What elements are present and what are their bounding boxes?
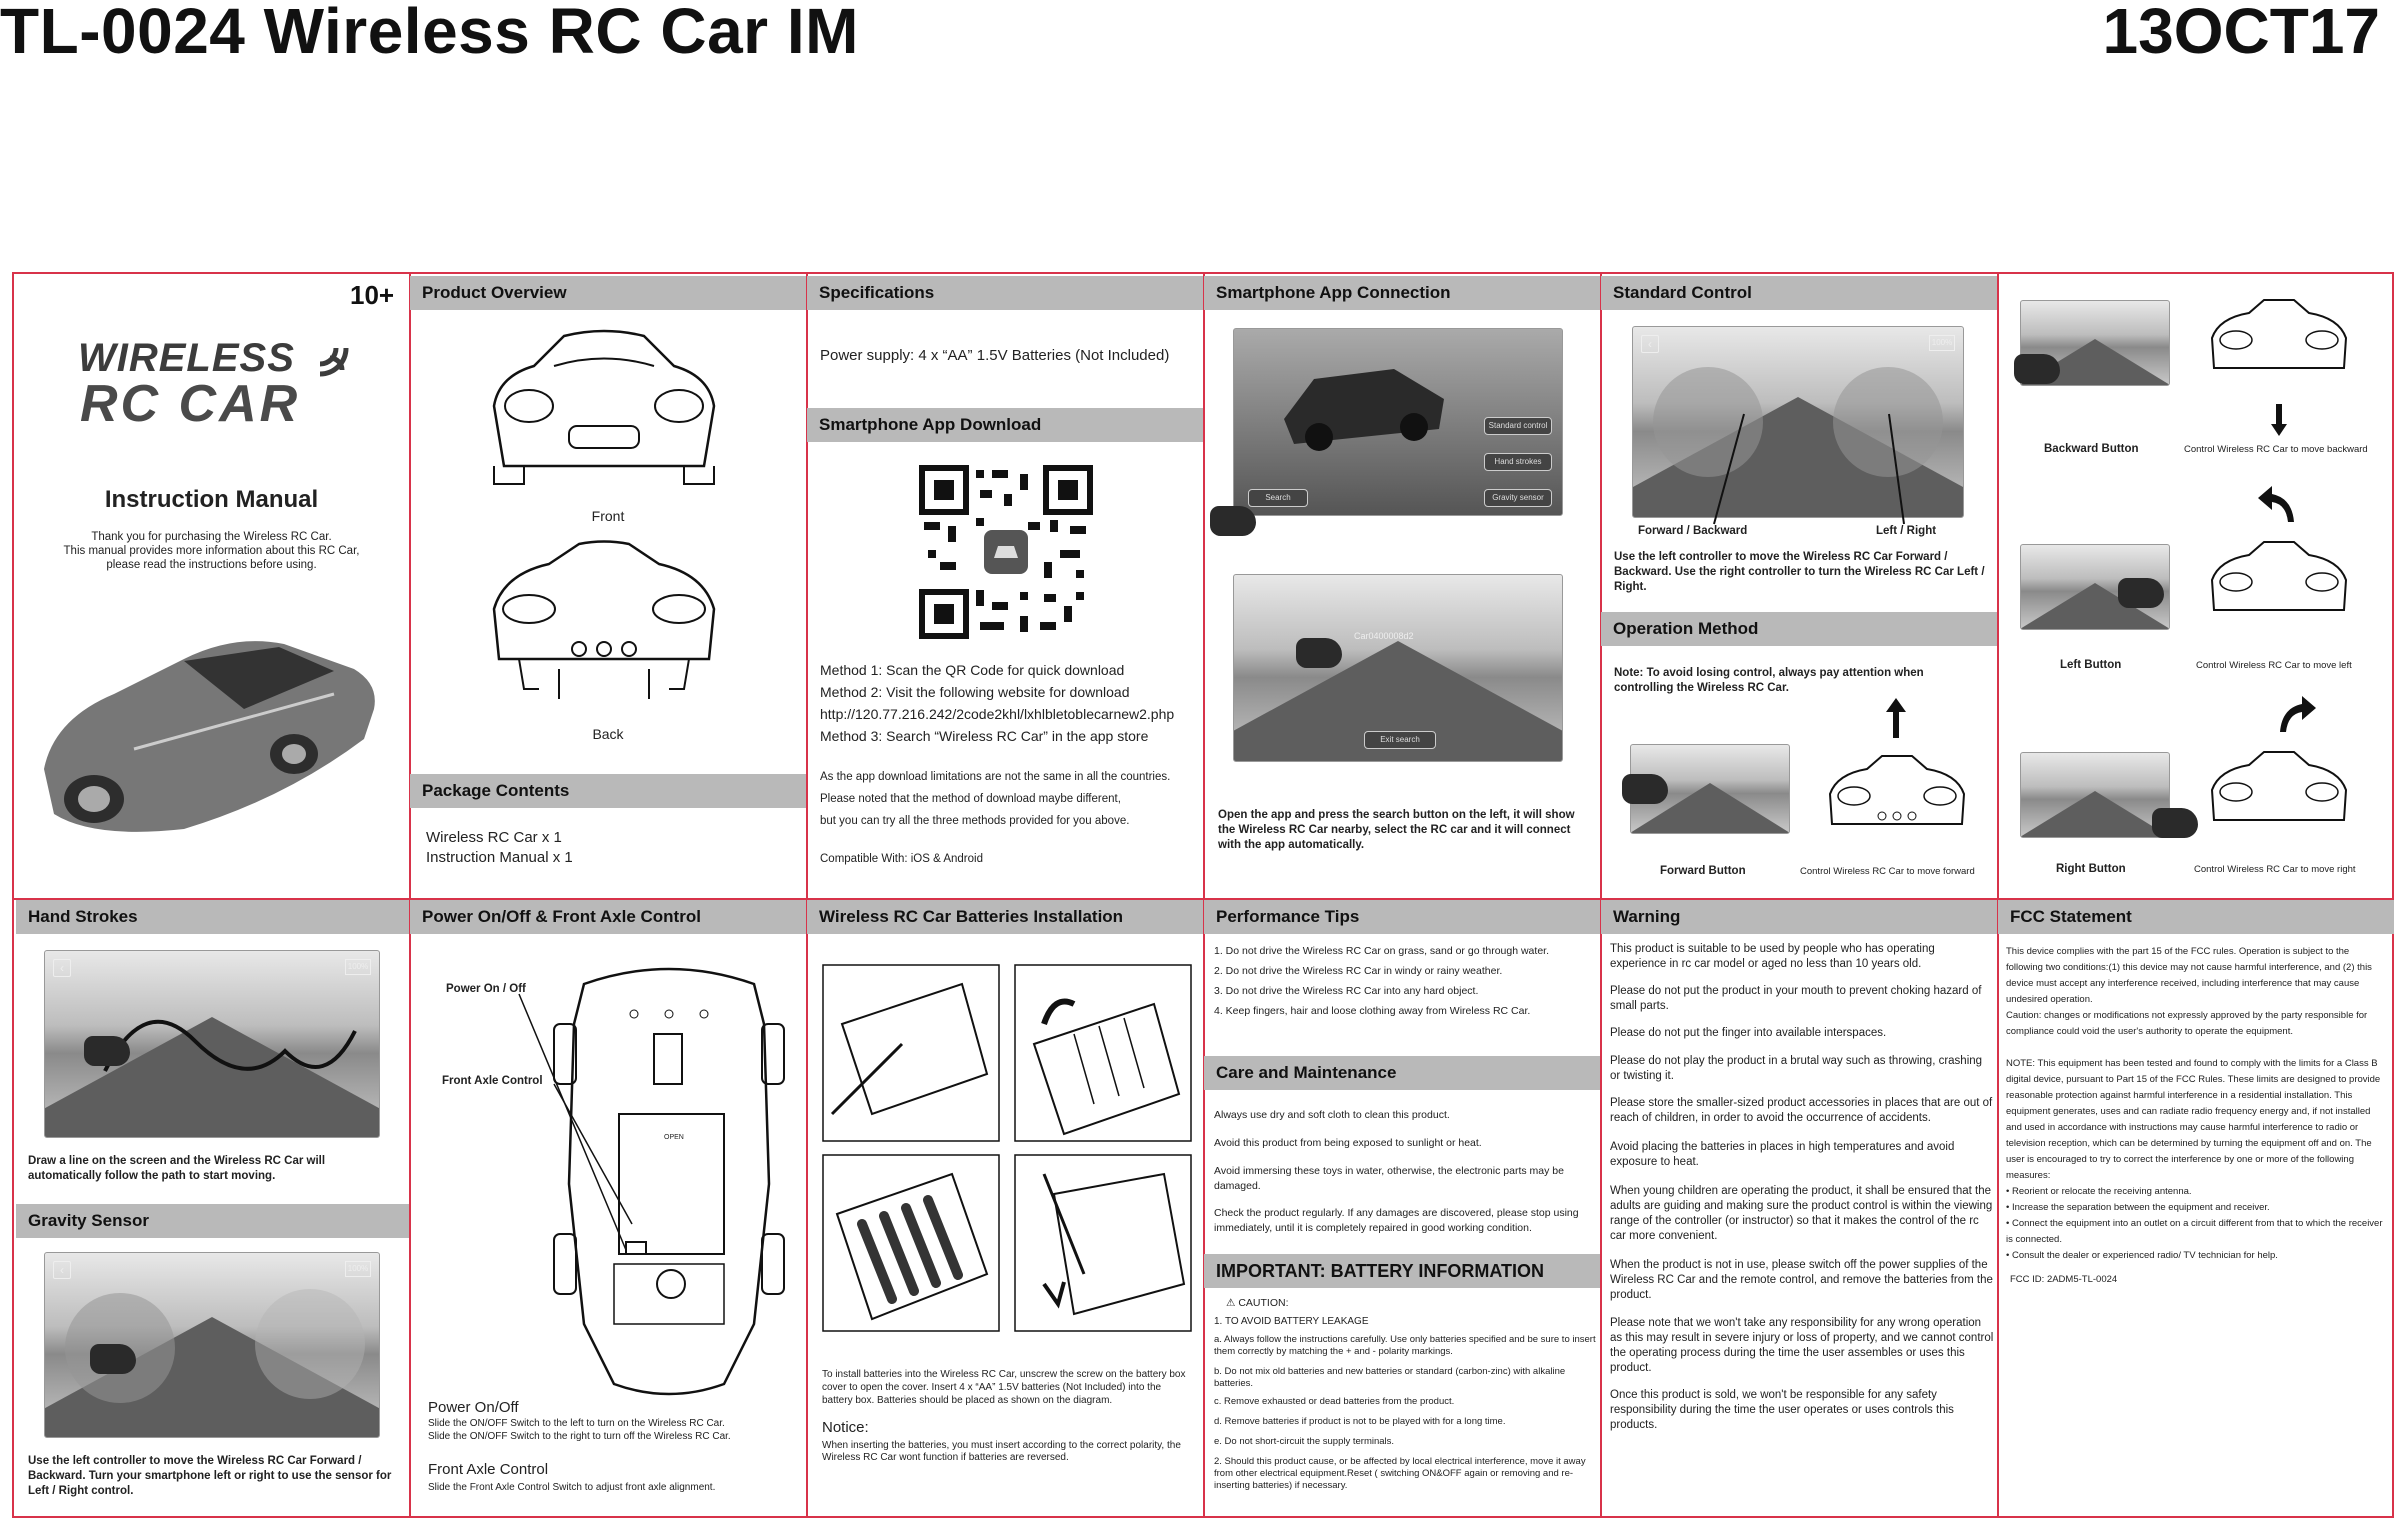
car-illustration: [34, 599, 384, 839]
fcc-header: FCC Statement: [1998, 900, 2394, 934]
cover-read: please read the instructions before using.: [106, 559, 317, 571]
back-arrow-icon[interactable]: ‹: [53, 959, 71, 977]
battery-rule-a: a. Always follow the instructions carefully. Use only batteries specified and be sure to insert them correctly by matching the + and - polarity markings.: [1214, 1334, 1596, 1357]
car-rear-drawing: [2204, 540, 2354, 626]
battery-step-2: [1014, 964, 1192, 1142]
document-date: 13OCT17: [2102, 0, 2380, 67]
rally-car-image: [1274, 349, 1454, 459]
care-item: Always use dry and soft cloth to clean this product.: [1214, 1109, 1450, 1121]
col-divider: [1997, 274, 1999, 1516]
logo-wireless: WIRELESS: [78, 336, 295, 380]
specifications-header: Specifications: [807, 276, 1203, 310]
power-axle-header: Power On/Off & Front Axle Control: [410, 900, 806, 934]
car-rear-drawing: [2204, 298, 2354, 384]
col-divider: [1600, 274, 1602, 1516]
warning-item: When the product is not in use, please switch off the power supplies of the Wireless RC Car and the remote control, and remove the batteries from the product.: [1610, 1259, 1993, 1301]
download-method-3: Method 3: Search “Wireless RC Car” in the app store: [820, 728, 1149, 744]
fcc-paragraph: NOTE: This equipment has been tested and found to comply with the limits for a Class B digital device, pursuant to Part 15 of the FCC Rules. These limits are designed to provide reasonable protection against harmful interference in a residential installation. This equipment generates, uses and can radiate radio frequency energy and, if not installed and used in accordance with instructions may cause harmful interference to radio or television reception, which can be determined by turning the equipment off and on. The user is encouraged to try to correct the interference by one or more of the following measures:: [2006, 1058, 2381, 1181]
caution-label: [1226, 1296, 1289, 1311]
standard-control-button[interactable]: Standard control: [1484, 417, 1552, 435]
tip-item: 2. Do not drive the Wireless RC Car in windy or rainy weather.: [1214, 965, 1503, 977]
battery-rule-c: c. Remove exhausted or dead batteries from the product.: [1214, 1396, 1455, 1407]
fcc-paragraph: Caution: changes or modifications not expressly approved by the party responsible for compliance could void the user's authority to operate the equipment.: [2006, 1010, 2368, 1037]
battery-rule-2: 2. Should this product cause, or be affected by local electrical interference, move it away from other electrical equipment.Reset ( switching ON&OFF again or removing and re-inserting batteries) if necessary.: [1214, 1456, 1586, 1491]
age-badge: 10+: [350, 280, 395, 310]
front-axle-desc: Slide the Front Axle Control Switch to adjust front axle alignment.: [428, 1482, 716, 1493]
warning-header: Warning: [1601, 900, 1997, 934]
compatibility: Compatible With: iOS & Android: [820, 853, 983, 865]
package-contents-header: Package Contents: [410, 774, 806, 808]
standard-control-header: Standard Control: [1601, 276, 1997, 310]
backward-button-desc: Control Wireless RC Car to move backward: [2184, 444, 2368, 455]
left-button-desc: Control Wireless RC Car to move left: [2196, 660, 2352, 671]
cover-thanks: Thank you for purchasing the Wireless RC Car.: [91, 531, 332, 543]
care-item: Avoid this product from being exposed to sunlight or heat.: [1214, 1137, 1482, 1149]
front-label: Front: [591, 508, 625, 524]
instruction-sheet: [12, 272, 2394, 1518]
car-rear-drawing: [2204, 750, 2354, 836]
manual-title: Instruction Manual: [104, 486, 319, 513]
hand-pointer-icon: [2118, 578, 2164, 608]
back-arrow-icon[interactable]: ‹: [53, 1261, 71, 1279]
col-divider: [409, 274, 411, 1516]
callout-lines: [514, 974, 654, 1254]
download-method-1: Method 1: Scan the QR Code for quick download: [820, 662, 1125, 678]
hand-pointer-icon: [2014, 354, 2060, 384]
col-divider: [1203, 274, 1205, 1516]
warning-item: Please do not play the product in a brutal way such as throwing, crashing or twisting it.: [1610, 1055, 1983, 1082]
col-divider: [806, 274, 808, 1516]
caution-text: CAUTION:: [1238, 1297, 1289, 1309]
left-button-label: Left Button: [2060, 659, 2122, 671]
qr-code: [920, 466, 1092, 638]
hand-strokes-button[interactable]: Hand strokes: [1484, 453, 1552, 471]
car-rear-drawing: [1822, 754, 1972, 844]
back-arrow-icon[interactable]: ‹: [1641, 335, 1659, 353]
package-item: Instruction Manual x 1: [426, 849, 573, 866]
download-note: Please noted that the method of download maybe different,: [820, 793, 1121, 805]
warning-triangle-icon: ⚠: [1226, 1297, 1239, 1309]
fcc-paragraph: This device complies with the part 15 of the FCC rules. Operation is subject to the following two conditions:(1) this device may not cause harmful interference, and (2) this device must accept any interference received, including interference that may cause undesired operation.: [2006, 946, 2372, 1005]
device-name[interactable]: Car0400008d2: [1354, 631, 1414, 641]
battery-step-1: [822, 964, 1000, 1142]
arrow-down-icon: [2271, 404, 2287, 436]
arrow-turn-right-icon: [2276, 694, 2316, 734]
battery-step-4: [1014, 1154, 1192, 1332]
right-button-desc: Control Wireless RC Car to move right: [2194, 864, 2356, 875]
batteries-header: Wireless RC Car Batteries Installation: [807, 900, 1203, 934]
notice-title: Notice:: [822, 1419, 869, 1436]
hand-pointer-icon: [1296, 638, 1342, 668]
warning-item: Avoid placing the batteries in places in high temperatures and avoid exposure to heat.: [1610, 1141, 1955, 1168]
power-supply-spec: Power supply: 4 x “AA” 1.5V Batteries (Not Included): [820, 347, 1170, 364]
hand-pointer-icon: [1622, 774, 1668, 804]
right-button-label: Right Button: [2056, 863, 2126, 875]
warning-item: Please store the smaller-sized product accessories in places that are out of reach of children, in order to avoid the occurrence of accidents.: [1610, 1097, 1993, 1124]
hand-pointer-icon: [84, 1036, 130, 1066]
batteries-description: To install batteries into the Wireless RC Car, unscrew the screw on the battery box cover to open the cover. Insert 4 x “AA” 1.5V batteries (Not Included) into the battery box. Batteries should be placed as shown on the diagram.: [822, 1369, 1186, 1406]
search-button[interactable]: Search: [1248, 489, 1308, 507]
forward-backward-label: Forward / Backward: [1638, 525, 1748, 537]
warning-item: Please note that we won't take any responsibility for any wrong operation as this may result in severe injury or loss of property, and we cannot control the operating process during the time the user assembles or uses this product.: [1610, 1317, 1994, 1374]
tip-item: 1. Do not drive the Wireless RC Car on grass, sand or go through water.: [1214, 945, 1549, 957]
sensor-indicator: [255, 1289, 365, 1399]
warning-item: This product is suitable to be used by people who has operating experience in rc car model or aged no less than 10 years old.: [1610, 943, 1935, 970]
hand-pointer-icon: [2152, 808, 2198, 838]
battery-info-header: IMPORTANT: BATTERY INFORMATION: [1204, 1254, 1600, 1288]
cover-provides: This manual provides more information about this RC Car,: [63, 545, 360, 557]
battery-rule-e: e. Do not short-circuit the supply terminals.: [1214, 1436, 1395, 1447]
hand-strokes-header: Hand Strokes: [16, 900, 409, 934]
battery-rule-d: d. Remove batteries if product is not to be played with for a long time.: [1214, 1416, 1506, 1427]
fcc-bullet: • Connect the equipment into an outlet on a circuit different from that to which the receiver is connected.: [2006, 1218, 2383, 1245]
power-on-off-label: Power On / Off: [446, 983, 526, 995]
product-overview-header: Product Overview: [410, 276, 806, 310]
connection-description: Open the app and press the search button on the left, it will show the Wireless RC Car nearby, select the RC car and it will connect with the app automatically.: [1218, 809, 1575, 851]
fcc-bullet: • Increase the separation between the equipment and receiver.: [2006, 1202, 2270, 1213]
warning-item: Please do not put the product in your mouth to prevent choking hazard of small parts.: [1610, 985, 1982, 1012]
road-graphic: [2020, 791, 2170, 837]
operation-method-header: Operation Method: [1601, 612, 1997, 646]
battery-leakage-title: 1. TO AVOID BATTERY LEAKAGE: [1214, 1316, 1369, 1327]
backward-button-label: Backward Button: [2044, 443, 2139, 455]
back-label: Back: [592, 726, 624, 742]
arrow-up-icon: [1886, 698, 1906, 738]
warning-item: Once this product is sold, we won't be responsible for any safety responsibility during the time the user operates or uses controls this products.: [1610, 1389, 1954, 1431]
callout-lines: [1664, 414, 1964, 534]
open-label: OPEN: [664, 1134, 684, 1141]
power-off-desc: Slide the ON/OFF Switch to the right to turn off the Wireless RC Car.: [428, 1431, 731, 1442]
car-back-drawing: [479, 539, 729, 709]
hand-pointer-icon: [90, 1344, 136, 1374]
app-download-header: Smartphone App Download: [807, 408, 1203, 442]
forward-button-label: Forward Button: [1660, 865, 1746, 877]
app-connection-header: Smartphone App Connection: [1204, 276, 1600, 310]
warning-item: Please do not put the finger into available interspaces.: [1610, 1027, 1887, 1039]
car-front-drawing: [484, 326, 724, 486]
drawn-path-line: [105, 991, 365, 1101]
battery-percent: 100%: [345, 959, 371, 975]
left-right-label: Left / Right: [1876, 525, 1937, 537]
hand-strokes-description: Draw a line on the screen and the Wireless RC Car will automatically follow the path to start moving.: [28, 1155, 326, 1182]
front-axle-title: Front Axle Control: [428, 1461, 549, 1478]
exit-search-button[interactable]: Exit search: [1364, 731, 1436, 749]
battery-step-3: [822, 1154, 1000, 1332]
fcc-id: FCC ID: 2ADM5-TL-0024: [2010, 1274, 2118, 1285]
care-item: Check the product regularly. If any damages are discovered, please stop using immediately, until it is completely repaired in good working condition.: [1214, 1207, 1579, 1234]
performance-tips-header: Performance Tips: [1204, 900, 1600, 934]
power-on-off-title: Power On/Off: [428, 1399, 519, 1416]
battery-rule-b: b. Do not mix old batteries and new batteries or standard (carbon-zinc) with alkaline batteries.: [1214, 1366, 1566, 1389]
battery-percent: 100%: [345, 1261, 371, 1277]
download-note: but you can try all the three methods provided for you above.: [820, 815, 1130, 827]
document-title: TL-0024 Wireless RC Car IM: [0, 0, 859, 67]
standard-control-description: Use the left controller to move the Wireless RC Car Forward / Backward. Use the right controller to turn the Wireless RC Car Left / Right.: [1614, 551, 1985, 593]
power-on-desc: Slide the ON/OFF Switch to the left to turn on the Wireless RC Car.: [428, 1418, 725, 1429]
forward-button-desc: Control Wireless RC Car to move forward: [1800, 866, 1975, 877]
battery-percent: 100%: [1929, 335, 1955, 351]
notice-text: When inserting the batteries, you must insert according to the correct polarity, the Wireless RC Car wont function if batteries are reversed.: [822, 1440, 1181, 1463]
hand-pointer-icon: [1210, 506, 1256, 536]
fcc-bullet: • Reorient or relocate the receiving antenna.: [2006, 1186, 2192, 1197]
arrow-turn-left-icon: [2258, 484, 2298, 524]
wifi-icon: [314, 340, 354, 380]
tip-item: 3. Do not drive the Wireless RC Car into any hard object.: [1214, 985, 1479, 997]
logo-rc-car: RC CAR: [80, 375, 301, 433]
care-maintenance-header: Care and Maintenance: [1204, 1056, 1600, 1090]
gravity-sensor-button[interactable]: Gravity sensor: [1484, 489, 1552, 507]
download-url[interactable]: http://120.77.216.242/2code2khl/lxhlbletoblecarnew2.php: [820, 706, 1175, 722]
fcc-bullet: • Consult the dealer or experienced radio/ TV technician for help.: [2006, 1250, 2278, 1261]
care-item: Avoid immersing these toys in water, otherwise, the electronic parts may be damaged.: [1214, 1165, 1564, 1192]
download-note: As the app download limitations are not the same in all the countries.: [820, 771, 1171, 783]
warning-item: When young children are operating the product, it shall be ensured that the adults are guiding and making sure the product control is within the viewing range of the controller (or instructor) so that it makes the control of the rc car more convenient.: [1610, 1185, 1993, 1242]
operation-note: Note: To avoid losing control, always pay attention when controlling the Wireless RC Car.: [1614, 667, 1924, 694]
download-method-2: Method 2: Visit the following website for download: [820, 684, 1130, 700]
gravity-sensor-description: Use the left controller to move the Wireless RC Car Forward / Backward. Turn your smartphone left or right to use the sensor for Left / Right control.: [28, 1455, 392, 1497]
front-axle-label: Front Axle Control: [442, 1075, 543, 1087]
package-item: Wireless RC Car x 1: [426, 829, 562, 846]
app-home-screenshot: [1233, 328, 1563, 516]
tip-item: 4. Keep fingers, hair and loose clothing away from Wireless RC Car.: [1214, 1005, 1531, 1017]
gravity-sensor-header: Gravity Sensor: [16, 1204, 409, 1238]
app-search-screenshot: [1233, 574, 1563, 762]
right-button-screenshot: [2020, 752, 2170, 838]
